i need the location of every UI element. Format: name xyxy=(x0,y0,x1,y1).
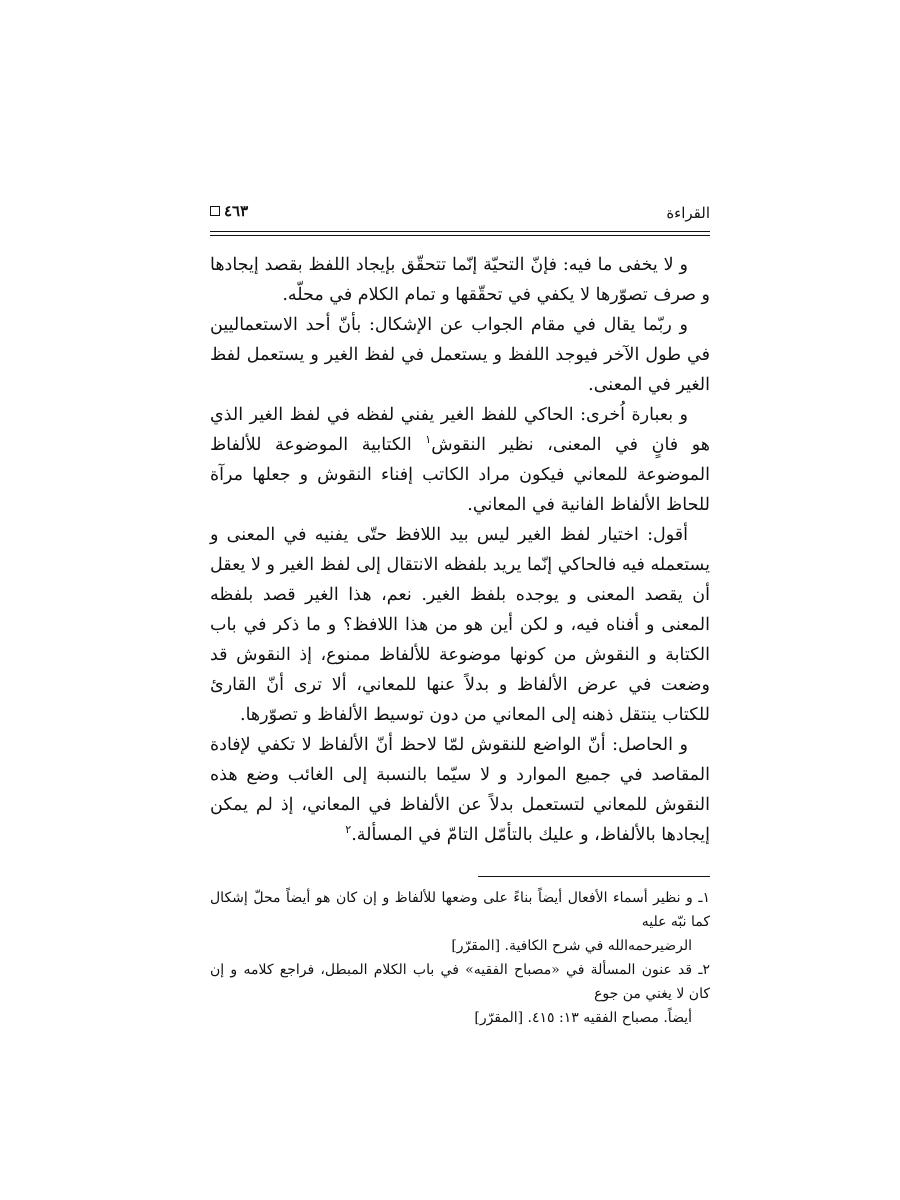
paragraph-5 xyxy=(210,730,710,850)
footnote-separator xyxy=(478,876,710,877)
page-number-group xyxy=(210,202,248,220)
paragraph-2: و ربّما يقال في مقام الجواب عن الإشكال: بأنّ أحد الاستعماليين في طول الآخر فيوجد اللفظ و يستعمل في لفظ الغير و يستعمل لفظ الغير في المعنى. xyxy=(210,315,710,395)
footnote-ref-2: ٢ xyxy=(345,823,352,837)
header-rule-thin xyxy=(210,235,710,236)
paragraph-3-text-b: الكتابية الموضوعة للألفاظ الموضوعة للمعاني فيكون مراد الكاتب إفناء النقوش و جعلها مرآة للحاظ الألفاظ الفانية في المعاني. xyxy=(210,435,710,515)
running-title: القراءة xyxy=(666,204,710,222)
page-number: ٤٦٣ xyxy=(224,202,249,220)
header-rule xyxy=(210,231,710,232)
paragraph-3 xyxy=(210,400,710,520)
paragraph-3-text-a: و بعبارة اُخرى: الحاكي للفظ الغير يفني لفظه في لفظ الغير الذي هو فانٍ في المعنى، نظير النقوش xyxy=(210,405,710,455)
footnote-2-line-1: ٢ـ قد عنون المسألة في «مصباح الفقيه» في باب الكلام المبطل، فراجع كلامه و إن كان لا يغني من جوع xyxy=(210,962,710,1002)
main-text xyxy=(210,250,710,850)
paragraph-4: أقول: اختيار لفظ الغير ليس بيد اللافظ حتّى يفنيه في المعنى و يستعمله فيه فالحاكي إنّما يريد بلفظه الانتقال إلى لفظ الغير و لا يعقل أن يقصد المعنى و يوجده بلفظ الغير. نعم، هذا الغير قصد بلفظه المعنى و أفناه فيه، و لكن أين هو من هذا اللافظ؟ و ما ذكر في باب الكتابة و النقوش من كونها موضوعة للألفاظ ممنوع، إذ النقوش قد وضعت في عرض الألفاظ و بدلاً عنها للمعاني، ألا ترى أنّ القارئ للكتاب ينتقل ذهنه إلى المعاني من دون توسيط الألفاظ و تصوّرها. xyxy=(210,525,710,725)
footnotes xyxy=(210,886,710,1030)
footnote-1-line-1: ١ـ و نظير أسماء الأفعال أيضاً بناءً على وضعها للألفاظ و إن كان هو أيضاً محلّ إشكال كما نبّه عليه xyxy=(210,890,710,930)
page-header xyxy=(210,200,710,230)
paragraph-5-text: و الحاصل: أنّ الواضع للنقوش لمّا لاحظ أنّ الألفاظ لا تكفي لإفادة المقاصد في جميع الموارد و لا سيّما بالنسبة إلى الغائب وضع هذه النقوش للمعاني لتستعمل بدلاً عن الألفاظ في المعاني، إذ لم يمكن إيجادها بالألفاظ، و عليك بالتأمّل التامّ في المسألة. xyxy=(210,735,710,845)
footnote-ref-1: ١ xyxy=(425,433,432,447)
square-ornament-icon xyxy=(210,206,220,216)
paragraph-1: و لا يخفى ما فيه: فإنّ التحيّة إنّما تتحقّق بإيجاد اللفظ بقصد إيجادها و صرف تصوّرها لا يكفي في تحقّقها و تمام الكلام في محلّه. xyxy=(210,255,710,305)
footnote-1-line-2: الرضيرحمه‌الله في شرح الكافية. [المقرّر] xyxy=(451,938,692,954)
footnote-2-line-2: أيضاً. مصباح الفقيه ١٣: ٤١٥. [المقرّر] xyxy=(474,1010,692,1026)
